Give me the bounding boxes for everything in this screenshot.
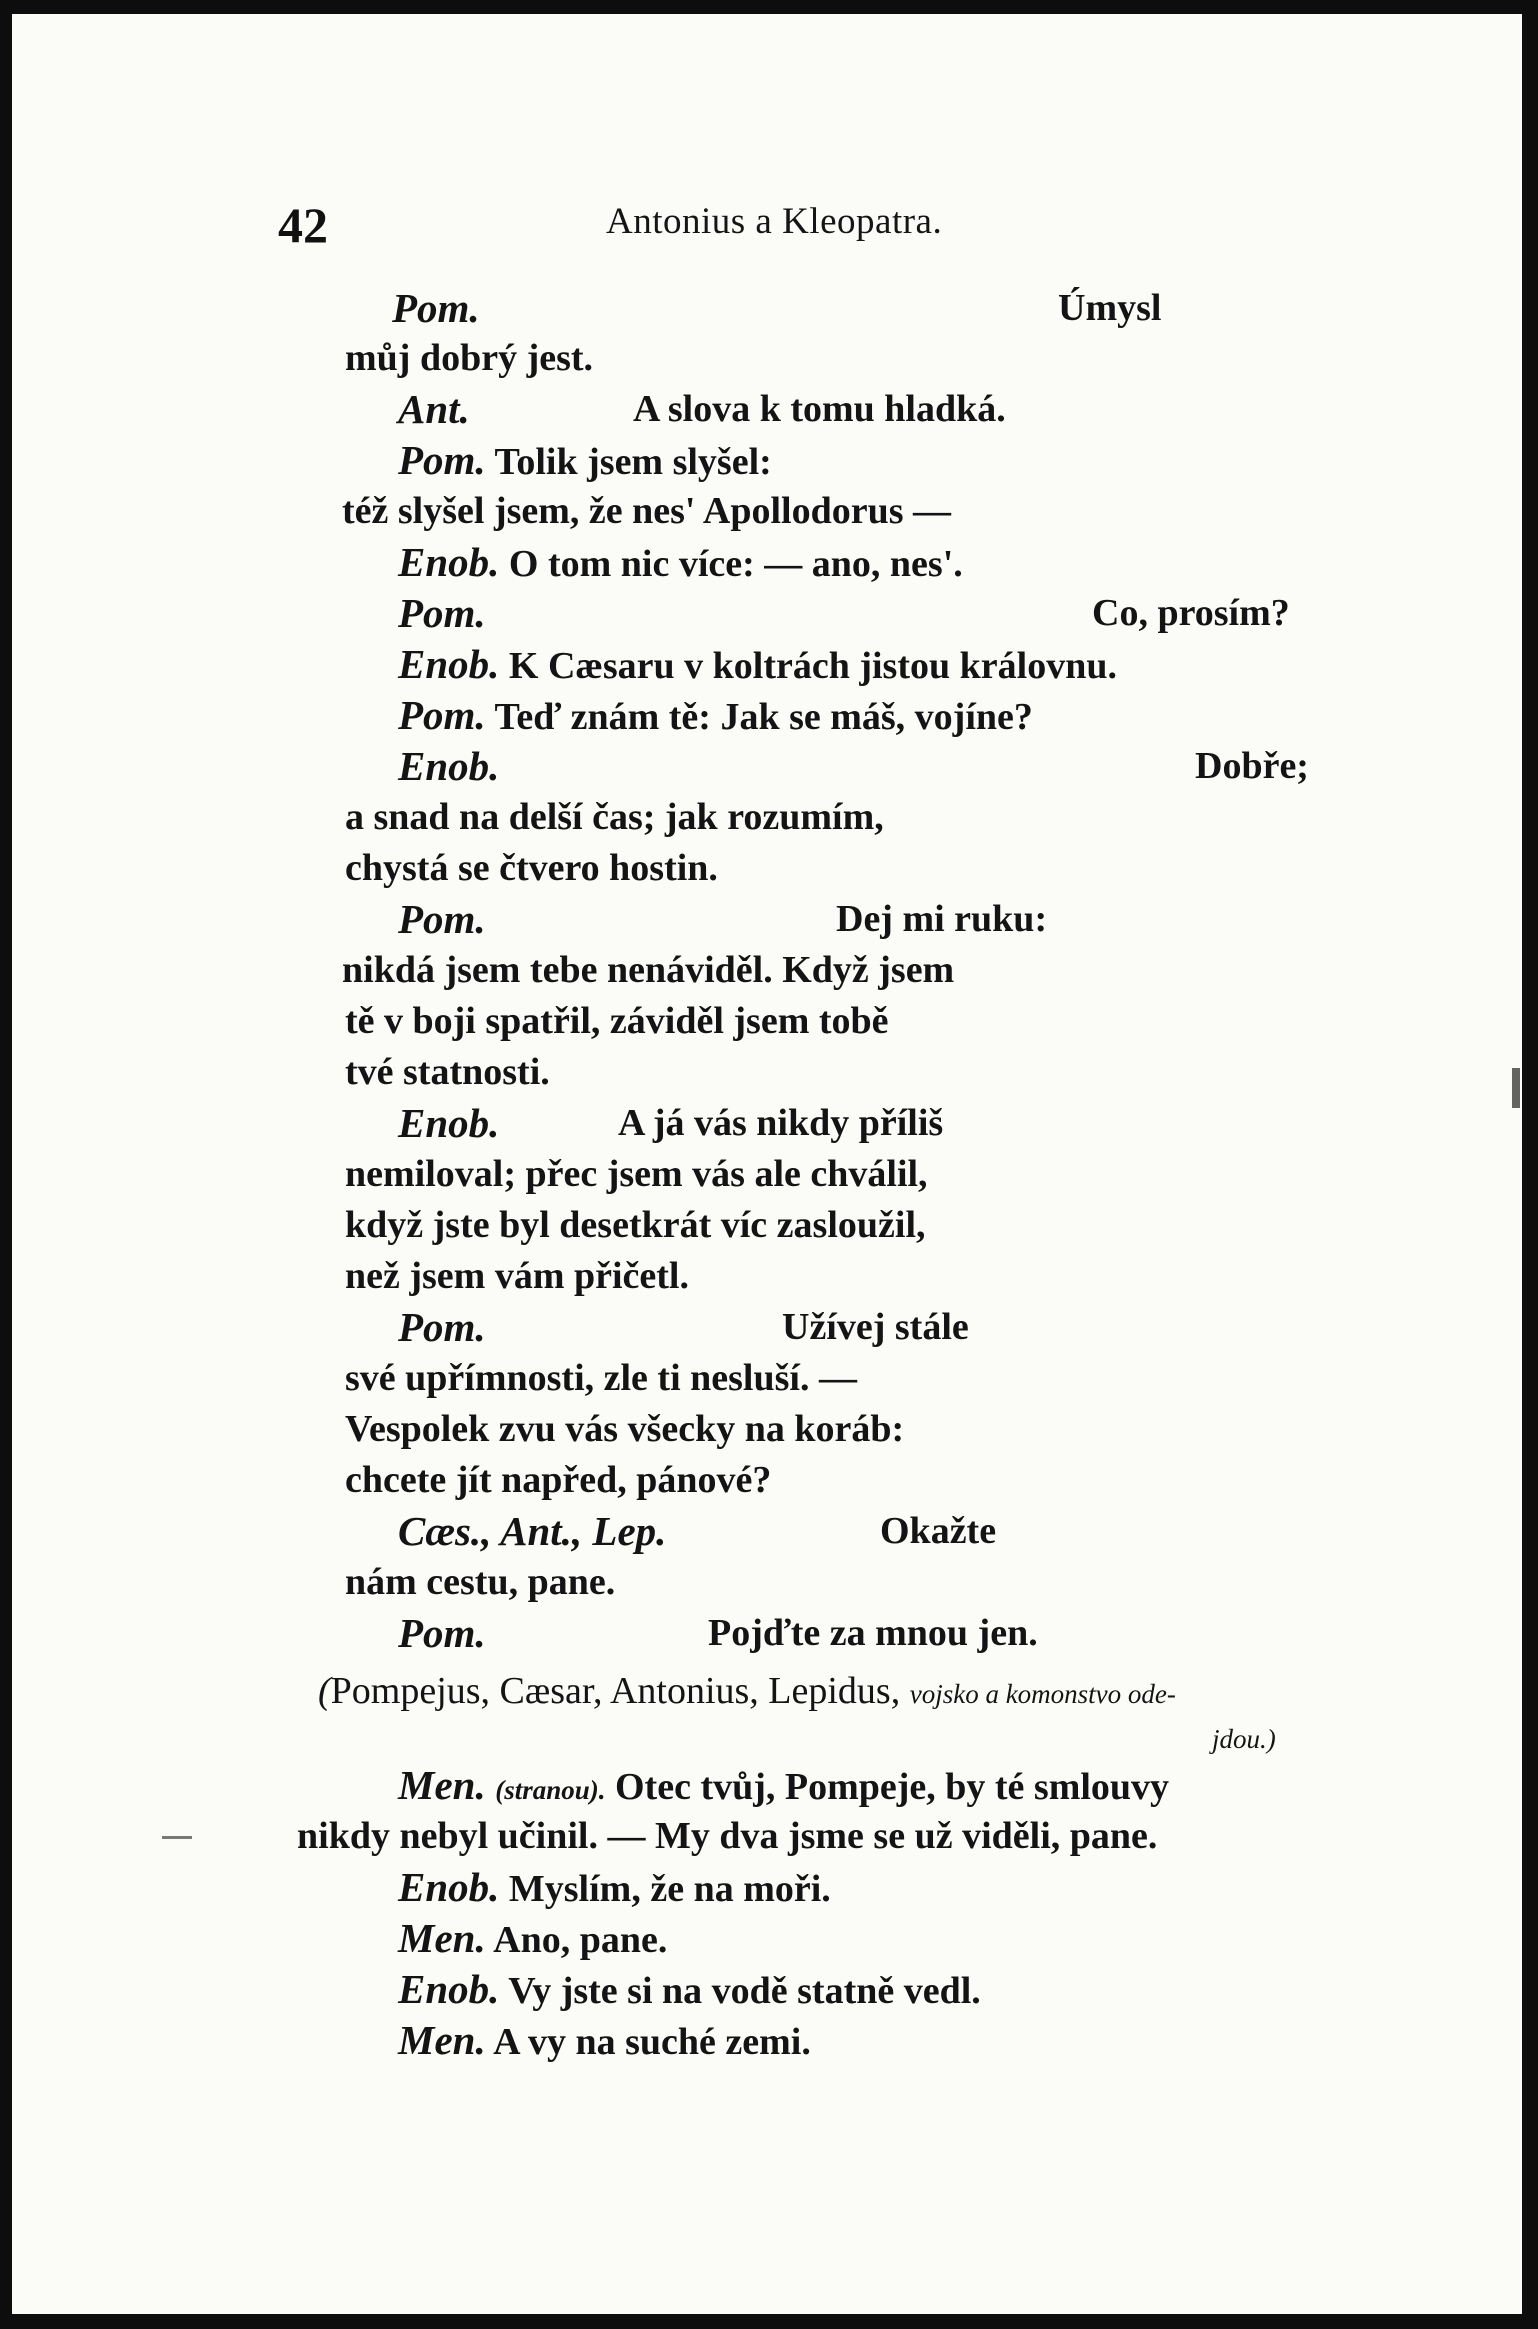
line-pom-5 (398, 896, 486, 944)
line-text-15: tě v boji spatřil, záviděl jsem tobě (345, 1000, 889, 1042)
line-text-31: nikdy nebyl učinil. — My dva jsme se už viděli, pane. (297, 1815, 1158, 1857)
line-ant-1-text: A slova k tomu hladká. (633, 388, 1006, 430)
line-text: Teď znám tě: Jak se máš, vojíne? (494, 696, 1033, 738)
line-text-16: tvé statnosti. (345, 1051, 550, 1093)
line-pom-4 (398, 692, 1033, 740)
line-text: K Cæsaru v koltrách jistou královnu. (508, 645, 1117, 687)
line-pom-2 (398, 437, 772, 485)
stage-direction-note: jdou.) (1212, 1724, 1276, 1754)
line-text-23: Vespolek zvu vás všecky na koráb: (345, 1408, 905, 1450)
speaker-label: Pom. (392, 285, 480, 331)
line-enob-5 (398, 1864, 831, 1912)
line-text-2: můj dobrý jest. (345, 337, 594, 379)
line-text-20: než jsem vám přičetl. (345, 1255, 689, 1297)
line-enob-1 (398, 539, 963, 587)
line-enob-3-text: Dobře; (1195, 745, 1309, 787)
line-pom-6-text: Užívej stále (782, 1306, 969, 1348)
speaker-label: Enob. (398, 743, 500, 789)
stage-direction: (Pompejus, Cæsar, Antonius, Lepidus, vojsko a komonstvo ode- (318, 1670, 1176, 1712)
line-text-22: své upřímnosti, zle ti nesluší. — (345, 1357, 857, 1399)
line-text: Vy jste si na vodě statně vedl. (508, 1970, 981, 2012)
line-enob-6 (398, 1966, 981, 2014)
speaker-label: Pom. (398, 896, 486, 942)
line-text-14: nikdá jsem tebe nenáviděl. Když jsem (342, 949, 955, 991)
line-text-11: a snad na delší čas; jak rozumím, (345, 796, 884, 838)
line-pom-7 (398, 1610, 486, 1658)
speaker-label: Enob. (398, 1966, 500, 2012)
speaker-label: Pom. (398, 1610, 486, 1656)
line-caes-ant-lep-text: Okažte (880, 1510, 997, 1552)
line-text: A vy na suché zemi. (493, 2021, 811, 2063)
line-pom-1 (392, 285, 480, 333)
line-pom-5-text: Dej mi ruku: (836, 898, 1048, 940)
speaker-label: Pom. (398, 590, 486, 636)
line-text-5: též slyšel jsem, že nes' Apollodorus — (342, 490, 952, 532)
line-text: Tolik jsem slyšel: (494, 441, 772, 483)
speaker-label: Enob. (398, 1864, 500, 1910)
line-enob-4 (398, 1100, 499, 1148)
page-number: 42 (278, 197, 328, 253)
margin-smudge (162, 1836, 192, 1839)
line-pom-3-text: Co, prosím? (1092, 592, 1290, 634)
line-text: Ano, pane. (493, 1919, 668, 1961)
line-text-26: nám cestu, pane. (345, 1561, 616, 1603)
line-caes-ant-lep (398, 1508, 666, 1556)
line-men-2 (398, 1915, 667, 1963)
speaker-label: Men. (398, 2017, 486, 2063)
stage-direction-text: Pompejus, Cæsar, Antonius, Lepidus, (330, 1670, 901, 1712)
aside-note: (stranou). (495, 1775, 606, 1805)
line-pom-7-text: Pojďte za mnou jen. (708, 1612, 1038, 1654)
line-text: Úmysl (1058, 287, 1162, 329)
line-pom-3 (398, 590, 486, 638)
speaker-label: Men. (398, 1915, 486, 1961)
line-enob-3 (398, 743, 499, 791)
speaker-label: Enob. (398, 641, 500, 687)
line-text: O tom nic více: — ano, nes'. (508, 543, 963, 585)
line-text: Myslím, že na moři. (508, 1868, 831, 1910)
line-ant-1 (398, 386, 470, 434)
edge-mark (1512, 1068, 1520, 1108)
speaker-label: Pom. (398, 437, 486, 483)
line-enob-2 (398, 641, 1117, 689)
line-enob-4-text: A já vás nikdy příliš (618, 1102, 944, 1144)
speaker-label: Ant. (398, 386, 470, 432)
line-text-19: když jste byl desetkrát víc zasloužil, (345, 1204, 926, 1246)
line-text-24: chcete jít napřed, pánové? (345, 1459, 772, 1501)
line-text: Otec tvůj, Pompeje, by té smlouvy (615, 1766, 1170, 1808)
line-text-18: nemiloval; přec jsem vás ale chválil, (345, 1153, 928, 1195)
line-umysl (1058, 285, 1161, 331)
line-text-12: chystá se čtvero hostin. (345, 847, 718, 889)
speaker-label: Cæs., Ant., Lep. (398, 1508, 667, 1554)
speaker-label: Men. (398, 1762, 486, 1808)
stage-direction-note: vojsko a komonstvo ode- (909, 1679, 1176, 1709)
running-title: Antonius a Kleopatra. (606, 201, 943, 242)
speaker-label: Enob. (398, 1100, 500, 1146)
line-men-1 (398, 1762, 1169, 1813)
speaker-label: Pom. (398, 1304, 486, 1350)
speaker-label: Enob. (398, 539, 500, 585)
stage-direction-cont (1212, 1713, 1276, 1762)
speaker-label: Pom. (398, 692, 486, 738)
line-men-3 (398, 2017, 811, 2065)
line-pom-6 (398, 1304, 486, 1352)
